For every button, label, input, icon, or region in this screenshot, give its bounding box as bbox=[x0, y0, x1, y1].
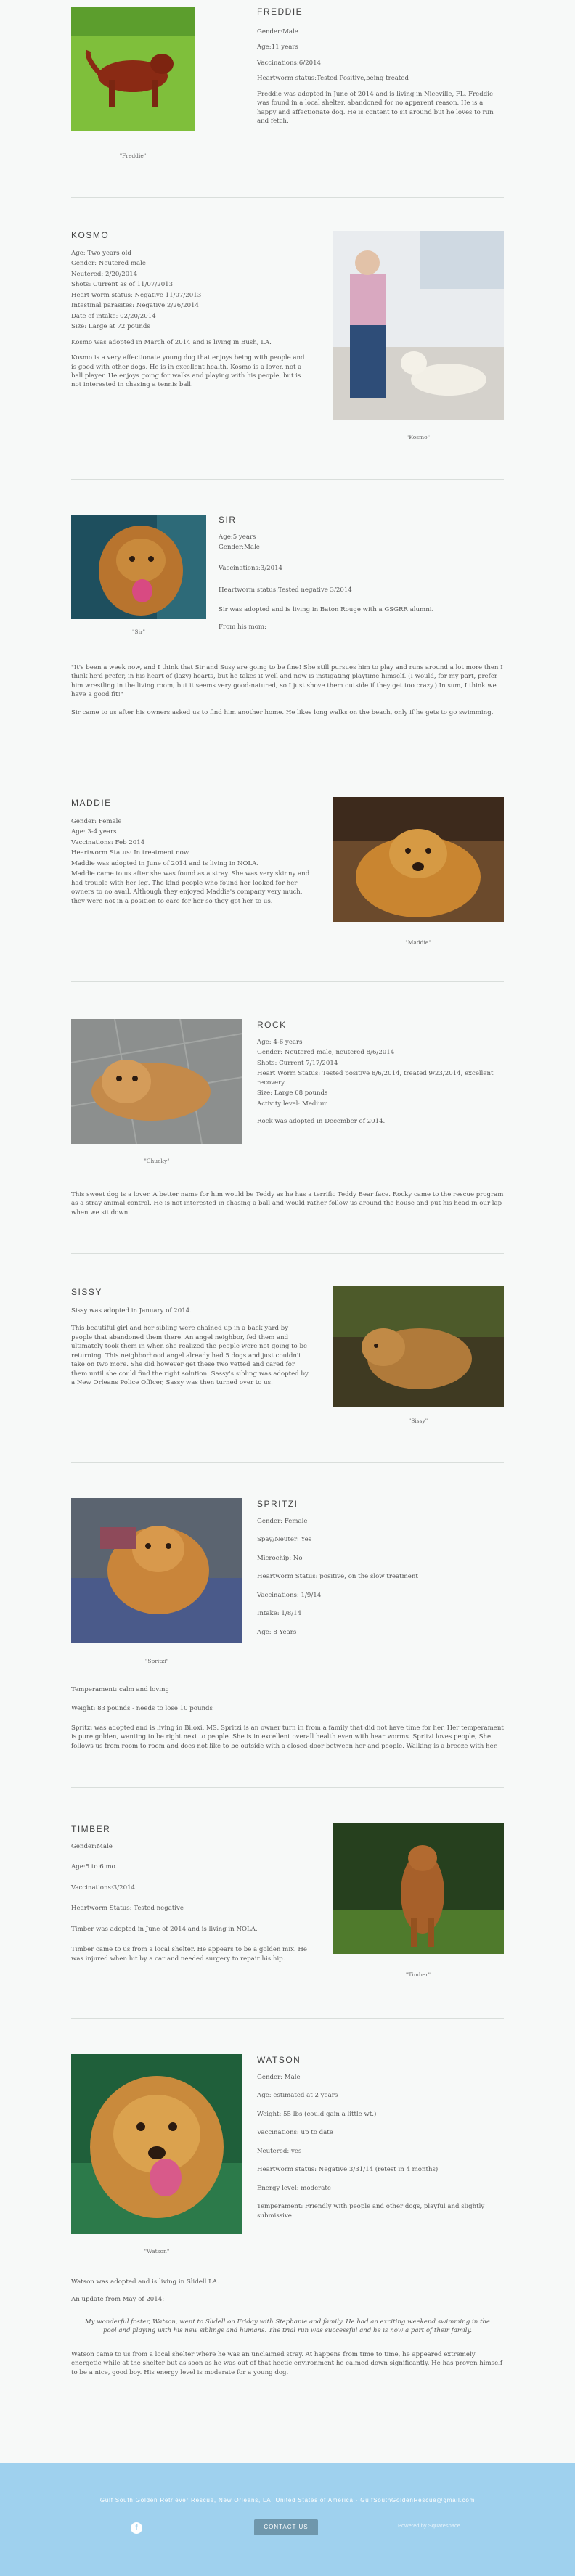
kosmo-parasites: Intestinal parasites: Negative 2/26/2014 bbox=[71, 302, 199, 310]
freddie-details bbox=[257, 28, 504, 133]
rock-photo bbox=[71, 1019, 242, 1144]
timber-details bbox=[71, 1842, 311, 1970]
maddie-age: Age: 3-4 years bbox=[71, 828, 117, 836]
kosmo-size: Size: Large at 72 pounds bbox=[71, 323, 150, 331]
sissy-caption: "Sissy" bbox=[408, 1418, 428, 1424]
sir-heartworm: Heartworm status:Tested negative 3/2014 bbox=[219, 586, 352, 594]
timber-caption: "Timber" bbox=[405, 1971, 431, 1978]
spritzi-details bbox=[257, 1517, 504, 1643]
kosmo-neutered: Neutered: 2/20/2014 bbox=[71, 270, 138, 278]
contact-us-button[interactable]: CONTACT US bbox=[254, 2519, 318, 2535]
rock-details bbox=[257, 1038, 504, 1128]
spritzi-name: SPRITZI bbox=[257, 1499, 298, 1509]
powered-by-link[interactable]: Powered by Squarespace bbox=[398, 2522, 460, 2529]
sir-gender: Gender:Male bbox=[219, 544, 260, 552]
maddie-adopted: Maddie was adopted in June of 2014 and is living in NOLA. bbox=[71, 859, 259, 867]
sissy-name: SISSY bbox=[71, 1287, 102, 1297]
freddie-name: FREDDIE bbox=[257, 7, 303, 17]
freddie-age: Age:11 years bbox=[257, 44, 298, 52]
spritzi-story bbox=[71, 1685, 504, 1757]
spritzi-temperament: Temperament: calm and loving bbox=[71, 1686, 169, 1693]
freddie-heartworm: Heartworm status:Tested Positive,being treated bbox=[257, 75, 409, 83]
watson-heartworm: Heartworm status: Negative 3/31/14 (retest in 4 months) bbox=[257, 2166, 439, 2174]
kosmo-heartworm: Heart worm status: Negative 11/07/2013 bbox=[71, 291, 202, 299]
maddie-gender: Gender: Female bbox=[71, 818, 122, 825]
timber-heartworm: Heartworm Status: Tested negative bbox=[71, 1905, 184, 1913]
kosmo-details bbox=[71, 249, 311, 391]
spritzi-age: Age: 8 Years bbox=[257, 1628, 297, 1636]
timber-name: TIMBER bbox=[71, 1824, 111, 1834]
kosmo-photo bbox=[333, 231, 504, 420]
rock-activity: Activity level: Medium bbox=[257, 1100, 328, 1108]
kosmo-gender: Gender: Neutered male bbox=[71, 260, 147, 268]
rock-caption: "Chucky" bbox=[144, 1158, 170, 1164]
freddie-photo bbox=[71, 7, 195, 131]
timber-photo bbox=[333, 1823, 504, 1954]
freddie-caption: "Freddie" bbox=[119, 152, 147, 159]
maddie-caption: "Maddie" bbox=[405, 939, 431, 946]
timber-vaccinations: Vaccinations:3/2014 bbox=[71, 1884, 136, 1892]
rock-gender: Gender: Neutered male, neutered 8/6/2014 bbox=[257, 1049, 395, 1057]
watson-gender: Gender: Male bbox=[257, 2074, 301, 2081]
maddie-name: MADDIE bbox=[71, 798, 112, 808]
watson-age: Age: estimated at 2 years bbox=[257, 2092, 338, 2100]
section-divider bbox=[71, 197, 504, 198]
sir-name: SIR bbox=[219, 515, 237, 525]
watson-details bbox=[257, 2073, 504, 2227]
watson-story bbox=[71, 2278, 504, 2384]
kosmo-adopted: Kosmo was adopted in March of 2014 and is living in Bush, LA. bbox=[71, 338, 272, 346]
facebook-icon[interactable]: f bbox=[131, 2522, 142, 2534]
watson-update: An update from May of 2014: bbox=[71, 2296, 165, 2304]
timber-bio: Timber came to us from a local shelter. He appears to be a golden mix. He was injured when hit by a car and needed surgery to repair his hip. bbox=[71, 1946, 307, 1963]
kosmo-age: Age: Two years old bbox=[71, 250, 131, 257]
kosmo-name: KOSMO bbox=[71, 230, 110, 240]
sissy-adopted: Sissy was adopted in January of 2014. bbox=[71, 1307, 192, 1314]
maddie-vaccinations: Vaccinations: Feb 2014 bbox=[71, 838, 145, 846]
watson-quote: My wonderful foster, Watson, went to Slidell on Friday with Stephanie and family. He had an exciting weekend swimming in the pool and playing with his new siblings and humans. The trial run was successful and he is now a part of their family. bbox=[84, 2318, 491, 2335]
spritzi-spay: Spay/Neuter: Yes bbox=[257, 1536, 312, 1544]
sir-details bbox=[219, 533, 504, 639]
sir-footer: Sir came to us after his owners asked us to find him another home. He likes long walks on the beach, only if he gets to go swimming. bbox=[71, 708, 494, 716]
section-divider bbox=[71, 981, 504, 982]
spritzi-heartworm: Heartworm Status: positive, on the slow treatment bbox=[257, 1573, 418, 1581]
section-divider bbox=[71, 479, 504, 480]
watson-vaccinations: Vaccinations: up to date bbox=[257, 2129, 333, 2137]
section-divider bbox=[71, 1462, 504, 1463]
rock-shots: Shots: Current 7/17/2014 bbox=[257, 1059, 338, 1067]
sir-adopted: Sir was adopted and is living in Baton Rouge with a GSGRR alumni. bbox=[219, 605, 434, 613]
sir-age: Age:5 years bbox=[219, 533, 256, 541]
section-divider bbox=[71, 2018, 504, 2019]
site-footer bbox=[0, 2463, 575, 2576]
sissy-details bbox=[71, 1307, 311, 1394]
rock-size: Size: Large 68 pounds bbox=[257, 1089, 328, 1097]
watson-bio: Watson came to us from a local shelter where he was an unclaimed stray. At happens from time to time, he appeared extremely energetic while at the shelter but as soon as he was out of that hectic environment he calmed down significantly. He has proven himself to be a nice, good boy. His energy level is moderate for a young dog. bbox=[71, 2350, 503, 2376]
rock-adopted: Rock was adopted in December of 2014. bbox=[257, 1118, 386, 1126]
sir-caption: "Sir" bbox=[131, 629, 146, 635]
rock-age: Age: 4-6 years bbox=[257, 1039, 303, 1046]
rock-bio: This sweet dog is a lover. A better name for him would be Teddy as he has a terrific Teddy Bear face. Rocky came to the rescue program as a stray animal control. He is not interested in chasing a ball and would rather follow us around the house and put his head in our lap when we sit down. bbox=[71, 1191, 504, 1217]
sissy-bio: This beautiful girl and her sibling were chained up in a back yard by people that abandoned them there. An angel neighbor, fed them and ultimately took them in when she realized the people were not going to be returning. This neighborhood angel already had 5 dogs and just couldn't take on two more. She did however get these two vetted and cared for them until she could find the right solution. Sassy's sibling was adopted by a New Orleans Police Officer, Sassy was then turned over to us. bbox=[71, 1325, 309, 1387]
rock-story bbox=[71, 1190, 504, 1224]
spritzi-microchip: Microchip: No bbox=[257, 1554, 303, 1562]
timber-gender: Gender:Male bbox=[71, 1843, 113, 1850]
watson-adopted: Watson was adopted and is living in Slidell LA. bbox=[71, 2278, 219, 2286]
rock-name: ROCK bbox=[257, 1020, 287, 1030]
maddie-bio: Maddie came to us after she was found as a stray. She was very skinny and had trouble with her leg. The kind people who found her looked for her owners to no avail. Although they enjoyed Maddie's company very much, they were not in a position to care for her so they got her to us. bbox=[71, 870, 310, 905]
spritzi-gender: Gender: Female bbox=[257, 1518, 308, 1525]
timber-age: Age:5 to 6 mo. bbox=[71, 1863, 118, 1871]
sir-vaccinations: Vaccinations:3/2014 bbox=[219, 564, 283, 572]
sir-quote: "It's been a week now, and I think that Sir and Susy are going to be fine! She still pursues him to play and runs around a lot more then I think he'd prefer, in his heart of (lazy) hearts, but he takes it well and now is instigating playtime himself. (I would, for my part, prefer him wrestling in the living room, but it seems very good-natured, so I just shove them outside if they get too crazy.) In sum, I think we have a good fit!" bbox=[71, 664, 503, 699]
spritzi-photo bbox=[71, 1498, 242, 1643]
spritzi-weight: Weight: 83 pounds - needs to lose 10 pounds bbox=[71, 1705, 213, 1713]
watson-name: WATSON bbox=[257, 2055, 301, 2065]
sissy-photo bbox=[333, 1286, 504, 1407]
maddie-details bbox=[71, 817, 311, 907]
watson-caption: "Watson" bbox=[144, 2248, 170, 2254]
spritzi-caption: "Spritzi" bbox=[144, 1658, 169, 1664]
kosmo-intake: Date of intake: 02/20/2014 bbox=[71, 312, 156, 320]
kosmo-shots: Shots: Current as of 11/07/2013 bbox=[71, 281, 174, 289]
section-divider bbox=[71, 1787, 504, 1788]
freddie-vaccinations: Vaccinations:6/2014 bbox=[257, 59, 322, 67]
footer-address: Gulf South Golden Retriever Rescue, New Orleans, LA, United States of America · GulfSouthGoldenRescue@gmail.com bbox=[99, 2497, 476, 2503]
maddie-heartworm: Heartworm Status: In treatment now bbox=[71, 849, 189, 857]
timber-adopted: Timber was adopted in June of 2014 and is living in NOLA. bbox=[71, 1925, 258, 1933]
watson-photo bbox=[71, 2054, 242, 2234]
kosmo-caption: "Kosmo" bbox=[406, 434, 431, 441]
sir-story bbox=[71, 663, 504, 724]
freddie-bio: Freddie was adopted in June of 2014 and is living in Niceville, FL. Freddie was found in a local shelter, abandoned for no apparent reason. He is a happy and affectionate dog. He is content to sit around but he loves to run and fetch. bbox=[257, 90, 494, 126]
spritzi-intake: Intake: 1/8/14 bbox=[257, 1610, 302, 1618]
watson-neutered: Neutered: yes bbox=[257, 2147, 302, 2155]
watson-weight: Weight: 55 lbs (could gain a little wt.) bbox=[257, 2110, 377, 2118]
watson-energy: Energy level: moderate bbox=[257, 2184, 331, 2192]
freddie-gender: Gender:Male bbox=[257, 28, 298, 36]
maddie-photo bbox=[333, 797, 504, 922]
kosmo-bio: Kosmo is a very affectionate young dog that enjoys being with people and is good with other dogs. He is in excellent health. Kosmo is a lover, not a ball player. He enjoys going for walks and playing with his people, but is not interested in chasing a tennis ball. bbox=[71, 354, 305, 389]
sir-from-mom: From his mom: bbox=[219, 623, 266, 631]
watson-temperament: Temperament: Friendly with people and other dogs, playful and slightly submissive bbox=[257, 2203, 485, 2220]
rock-heartworm: Heart Worm Status: Tested positive 8/6/2014, treated 9/23/2014, excellent recovery bbox=[257, 1070, 494, 1087]
spritzi-vaccinations: Vaccinations: 1/9/14 bbox=[257, 1591, 322, 1599]
sir-photo bbox=[71, 515, 206, 619]
section-divider bbox=[71, 1253, 504, 1254]
spritzi-bio: Spritzi was adopted and is living in Biloxi, MS. Spritzi is an owner turn in from a family that did not have time for her. Her temperament is pure golden, wanting to be right next to people. She is in excellent overall health even with heartworms. Spritzi loves people, She follows us from room to room and does not like to be outside with a closed door between her and people. Walking is a breeze with her. bbox=[71, 1724, 504, 1750]
